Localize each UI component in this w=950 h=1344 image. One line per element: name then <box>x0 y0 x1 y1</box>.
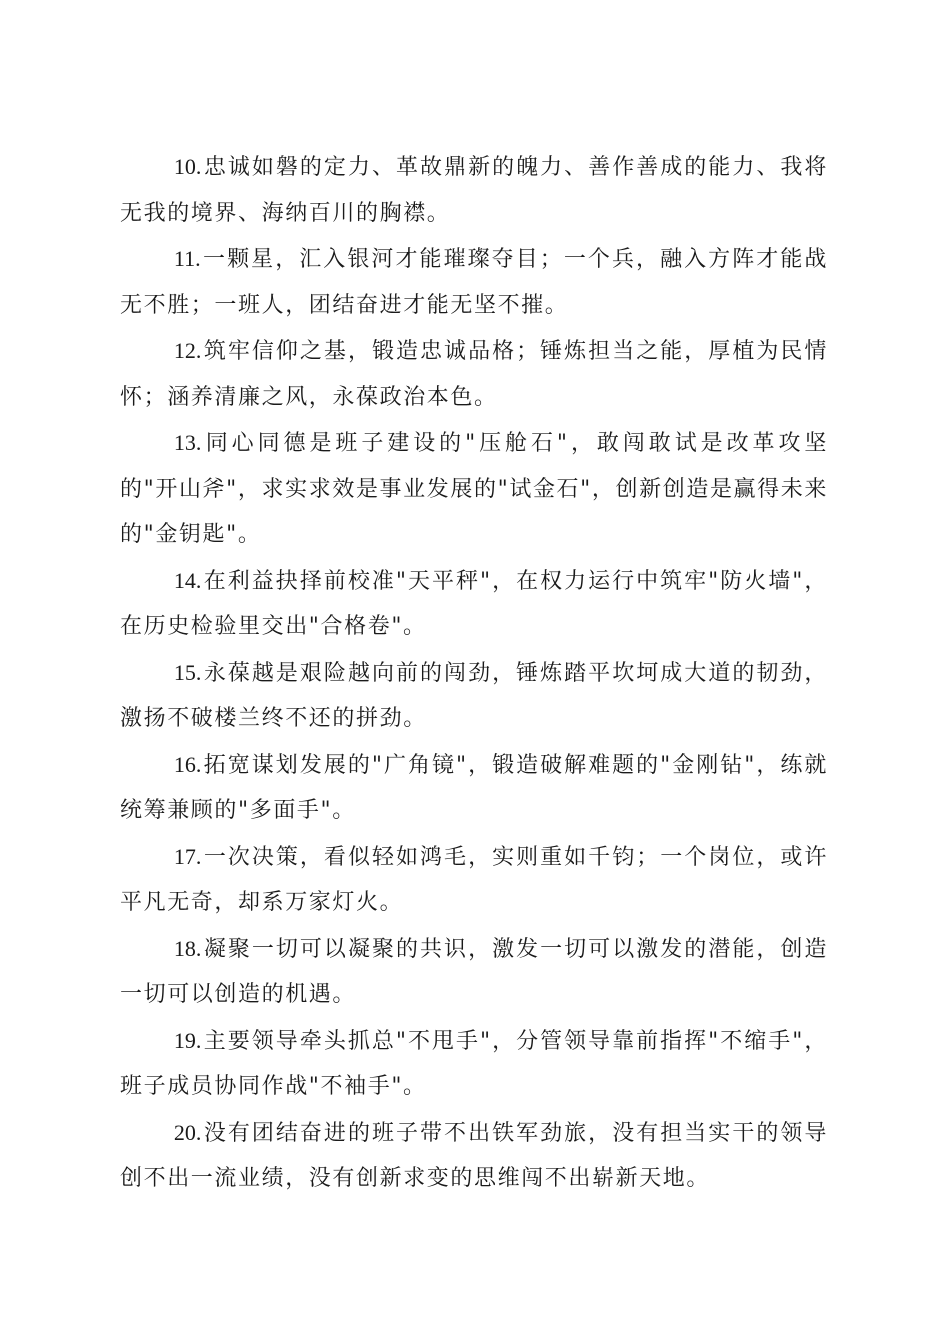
item-number: 14. <box>173 567 202 593</box>
document-body <box>120 144 828 1202</box>
paragraph-14 <box>120 558 828 650</box>
paragraph-text: 忠诚如磐的定力、革故鼎新的魄力、善作善成的能力、我将无我的境界、海纳百川的胸襟。 <box>120 155 828 226</box>
item-number: 20. <box>173 1119 202 1145</box>
item-number: 12. <box>173 338 202 363</box>
paragraph-10 <box>120 144 828 236</box>
paragraph-16 <box>120 742 828 834</box>
paragraph-text: 在利益抉择前校准"天平秤"，在权力运行中筑牢"防火墙"，在历史检验里交出"合格卷"。 <box>120 568 828 639</box>
paragraph-18 <box>120 926 828 1018</box>
paragraph-text: 永葆越是艰险越向前的闯劲，锤炼踏平坎坷成大道的韧劲，激扬不破楼兰终不还的拼劲。 <box>120 660 828 731</box>
paragraph-13 <box>120 420 828 558</box>
item-number: 13. <box>173 430 202 455</box>
paragraph-text: 筑牢信仰之基，锻造忠诚品格；锤炼担当之能，厚植为民情怀；涵养清廉之风，永葆政治本色。 <box>120 339 828 410</box>
item-number: 19. <box>173 1027 202 1053</box>
paragraph-15 <box>120 650 828 742</box>
item-number: 16. <box>173 751 202 777</box>
paragraph-text: 拓宽谋划发展的"广角镜"，锻造破解难题的"金刚钻"，练就统筹兼顾的"多面手"。 <box>120 752 828 823</box>
paragraph-text: 一次决策，看似轻如鸿毛，实则重如千钧；一个岗位，或许平凡无奇，却系万家灯火。 <box>120 844 828 915</box>
item-number: 17. <box>173 843 202 869</box>
paragraph-text: 没有团结奋进的班子带不出铁军劲旅，没有担当实干的领导创不出一流业绩，没有创新求变的思维闯不出崭新天地。 <box>120 1120 828 1191</box>
item-number: 11. <box>173 246 201 271</box>
paragraph-text: 一颗星，汇入银河才能璀璨夺目；一个兵，融入方阵才能战无不胜；一班人，团结奋进才能无坚不摧。 <box>120 247 828 318</box>
paragraph-text: 同心同德是班子建设的"压舱石"，敢闯敢试是改革攻坚的"开山斧"，求实求效是事业发展的"试金石"，创新创造是赢得未来的"金钥匙"。 <box>120 431 828 547</box>
paragraph-text: 主要领导牵头抓总"不甩手"，分管领导靠前指挥"不缩手"，班子成员协同作战"不袖手"。 <box>120 1028 828 1099</box>
item-number: 18. <box>173 935 202 961</box>
item-number: 15. <box>173 659 202 685</box>
paragraph-12 <box>120 328 828 420</box>
paragraph-text: 凝聚一切可以凝聚的共识，激发一切可以激发的潜能，创造一切可以创造的机遇。 <box>120 936 828 1007</box>
paragraph-11 <box>120 236 828 328</box>
item-number: 10. <box>173 154 202 179</box>
paragraph-19 <box>120 1018 828 1110</box>
paragraph-20 <box>120 1110 828 1202</box>
paragraph-17 <box>120 834 828 926</box>
